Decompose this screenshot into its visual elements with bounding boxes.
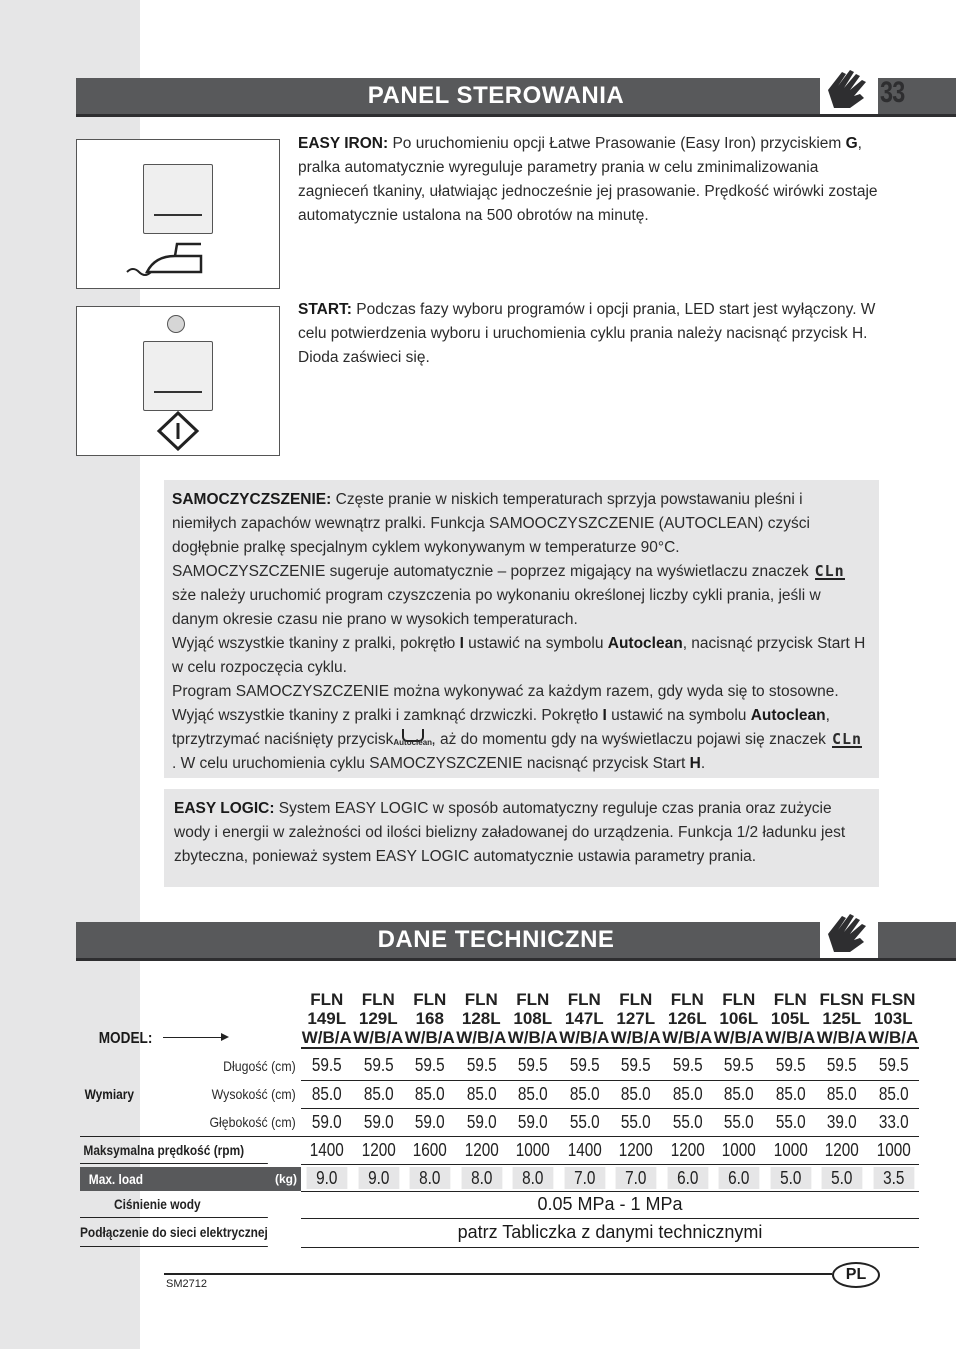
spec-value: 1200 xyxy=(459,1137,503,1165)
spec-value: 1000 xyxy=(511,1137,555,1165)
spec-value: 59.5 xyxy=(820,1052,864,1080)
spec-value: 85.0 xyxy=(459,1080,503,1108)
language-badge: PL xyxy=(832,1262,880,1288)
autoclean-text: SAMOCZYCZSZENIE: Częste pranie w niskich temperaturach sprzyja powstawaniu pleśni i niemiłych zapachów wewnątrz pralki. Funkcja SAMOOCZYSZCZENIE (AUTOCLEAN) czyści dogłębnie pralkę specjalnym cyklem wykonywanym w temperaturze 90°C. SAMOCZYSZCZENIE sugeruje automatycznie – poprzez migający na wyświetlaczu znaczek CLn sże należy uruchomić program czyszczenia po wykonaniu określonej liczby cykli prania, jeśli w danym okresie czasu nie prano w wysokich temperaturach. Wyjąć wszystkie tkaniny z pralki, pokrętło I ustawić na symbolu Autoclean, nacisnąć przycisk Start H w celu rozpoczęcia cyklu. Program SAMOCZYSZCZENIE można wykonywać za każdym razem, gdy wyda się to stosowne. Wyjąć wszystkie tkaniny z pralki i zamknąć drzwiczki. Pokrętło I ustawić na symbolu Autoclean, tprzytrzymać naciśnięty przycisk Autoclean , aż do momentu gdy na wyświetlaczu pojawi się znaczek CLn . W celu uruchomienia cyklu SAMOCZYSZCZENIE nacisnąć przycisk Start H. xyxy=(172,491,866,772)
model-name: FLSN 125L W/B/A xyxy=(816,989,867,1047)
speed-row xyxy=(80,1137,919,1165)
spec-value: 1000 xyxy=(871,1137,915,1165)
model-name: FLN 127L W/B/A xyxy=(610,989,661,1047)
pressure-row xyxy=(80,1191,919,1218)
speed-label: Maksymalna prędkość (rpm) xyxy=(80,1137,268,1164)
spec-value: 59.5 xyxy=(459,1052,503,1080)
spec-value: 6.0 xyxy=(717,1164,761,1191)
easy-iron-text: EASY IRON: Po uruchomieniu opcji Łatwe Prasowanie (Easy Iron) przyciskiem G, pralka automatycznie wyreguluje parametry prania w celu zminimalizowania zagnieceń tkaniny, ułatwiając jednocześnie jej prasowanie. Prędkość wirówki zostaje automatycznie ustalona na 500 obrotów na minutę. xyxy=(298,135,878,224)
spec-value: 1400 xyxy=(562,1137,606,1165)
spec-value: 55.0 xyxy=(768,1108,812,1137)
spec-value: 85.0 xyxy=(717,1080,761,1108)
model-name: FLN 168 W/B/A xyxy=(404,989,455,1047)
model-name: FLSN 103L W/B/A xyxy=(868,989,919,1047)
easy-logic-text: EASY LOGIC: System EASY LOGIC w sposób automatyczny reguluje czas prania oraz zużycie wody i energii w zależności od ilości bielizny załadowanej do urządzenia. Funkcja 1/2 ładunku jest zbyteczna, ponieważ system EASY LOGIC automatycznie ustawia parametry prania. xyxy=(174,800,846,865)
spec-value: 59.5 xyxy=(562,1052,606,1080)
spec-value: 8.0 xyxy=(511,1164,555,1191)
spec-value: 6.0 xyxy=(665,1164,709,1191)
spec-value: 59.0 xyxy=(459,1108,503,1137)
spec-value: 59.5 xyxy=(614,1052,658,1080)
model-label-cell xyxy=(80,986,301,1052)
spec-value: 8.0 xyxy=(408,1164,452,1191)
model-name: FLN 105L W/B/A xyxy=(765,989,816,1047)
spec-value: 59.5 xyxy=(665,1052,709,1080)
spec-value: 9.0 xyxy=(356,1164,400,1191)
pressure-value: 0.05 MPa - 1 MPa xyxy=(301,1191,919,1218)
spec-value: 85.0 xyxy=(305,1080,349,1108)
model-name: FLN 149L W/B/A xyxy=(301,989,352,1047)
spec-value: 85.0 xyxy=(665,1080,709,1108)
iron-icon xyxy=(125,238,207,280)
footer-rule xyxy=(164,1273,832,1275)
depth-row xyxy=(80,1108,919,1137)
electric-row xyxy=(80,1218,919,1247)
start-led xyxy=(167,315,185,333)
model-name: FLN 129L W/B/A xyxy=(353,989,404,1047)
load-row xyxy=(80,1164,919,1191)
spec-value: 59.5 xyxy=(356,1052,400,1080)
spec-value: 9.0 xyxy=(305,1164,349,1191)
spec-value: 85.0 xyxy=(511,1080,555,1108)
page-number: 33 xyxy=(880,76,905,109)
spec-value: 1200 xyxy=(820,1137,864,1165)
easy-iron-panel xyxy=(76,139,280,289)
model-name: FLN 147L W/B/A xyxy=(559,989,610,1047)
spec-value: 85.0 xyxy=(614,1080,658,1108)
spec-value: 85.0 xyxy=(562,1080,606,1108)
spec-value: 55.0 xyxy=(665,1108,709,1137)
hand-icon xyxy=(820,908,878,958)
spec-value: 85.0 xyxy=(871,1080,915,1108)
cln-symbol: CLn xyxy=(814,562,845,580)
start-icon xyxy=(155,411,201,451)
spec-value: 1000 xyxy=(717,1137,761,1165)
pressure-label: Ciśnienie wody xyxy=(80,1191,268,1218)
spec-value: 55.0 xyxy=(562,1108,606,1137)
specs-table xyxy=(80,986,919,1248)
height-row xyxy=(80,1080,919,1108)
spec-value: 7.0 xyxy=(562,1164,606,1191)
document-code: SM2712 xyxy=(166,1278,207,1290)
length-row xyxy=(80,1052,919,1080)
model-name: FLN 106L W/B/A xyxy=(713,989,764,1047)
spec-value: 5.0 xyxy=(768,1164,812,1191)
arrow-icon xyxy=(163,1037,221,1038)
spec-value: 1200 xyxy=(356,1137,400,1165)
spec-value: 3.5 xyxy=(871,1164,915,1191)
model-name: FLN 126L W/B/A xyxy=(662,989,713,1047)
spec-value: 59.5 xyxy=(408,1052,452,1080)
load-label: Max. load xyxy=(88,1170,144,1187)
spec-value: 59.0 xyxy=(356,1108,400,1137)
spec-value: 8.0 xyxy=(459,1164,503,1191)
section-title: DANE TECHNICZNE xyxy=(377,926,615,953)
easy-iron-button[interactable] xyxy=(143,164,213,234)
model-name: FLN 128L W/B/A xyxy=(456,989,507,1047)
section-title: PANEL STEROWANIA xyxy=(367,82,625,109)
start-panel xyxy=(76,306,280,456)
hand-icon xyxy=(820,64,878,114)
spec-value: 55.0 xyxy=(717,1108,761,1137)
spec-value: 85.0 xyxy=(408,1080,452,1108)
start-button[interactable] xyxy=(143,341,213,411)
spec-value: 59.5 xyxy=(511,1052,555,1080)
spec-value: 59.5 xyxy=(871,1052,915,1080)
spec-value: 5.0 xyxy=(820,1164,864,1191)
spec-value: 55.0 xyxy=(614,1108,658,1137)
spec-value: 33.0 xyxy=(871,1108,915,1137)
model-name: FLN 108L W/B/A xyxy=(507,989,558,1047)
spec-value: 1200 xyxy=(665,1137,709,1165)
dimension-label: Długość (cm) xyxy=(223,1058,296,1074)
spec-value: 7.0 xyxy=(614,1164,658,1191)
spec-value: 85.0 xyxy=(356,1080,400,1108)
spec-value: 59.5 xyxy=(768,1052,812,1080)
cln-symbol: CLn xyxy=(831,730,863,748)
dimension-label: Głębokość (cm) xyxy=(209,1114,296,1130)
spec-value: 1000 xyxy=(768,1137,812,1165)
spec-value: 85.0 xyxy=(768,1080,812,1108)
spec-value: 85.0 xyxy=(820,1080,864,1108)
start-text: START: Podczas fazy wyboru programów i opcji prania, LED start jest wyłączony. W celu potwierdzenia wyboru i uruchomienia cyklu prania należy nacisnąć przycisk H. Dioda zaświeci się. xyxy=(298,301,876,366)
spec-value: 39.0 xyxy=(820,1108,864,1137)
spec-value: 1400 xyxy=(305,1137,349,1165)
load-unit: (kg) xyxy=(275,1171,297,1186)
model-header-row xyxy=(80,986,919,1052)
spec-value: 59.0 xyxy=(408,1108,452,1137)
spec-value: 59.0 xyxy=(305,1108,349,1137)
autoclean-button-icon: Autoclean xyxy=(393,729,431,751)
spec-value: 59.5 xyxy=(305,1052,349,1080)
electric-label: Podłączenie do sieci elektrycznej xyxy=(80,1218,268,1247)
spec-value: 59.5 xyxy=(717,1052,761,1080)
dimension-label: Wysokość (cm) xyxy=(211,1086,296,1102)
spec-value: 1600 xyxy=(408,1137,452,1165)
dimensions-label: Wymiary xyxy=(84,1086,135,1102)
model-label: MODEL: xyxy=(98,1030,153,1047)
spec-value: 1200 xyxy=(614,1137,658,1165)
spec-value: 59.0 xyxy=(511,1108,555,1137)
electric-value: patrz Tabliczka z danymi technicznymi xyxy=(301,1218,919,1247)
